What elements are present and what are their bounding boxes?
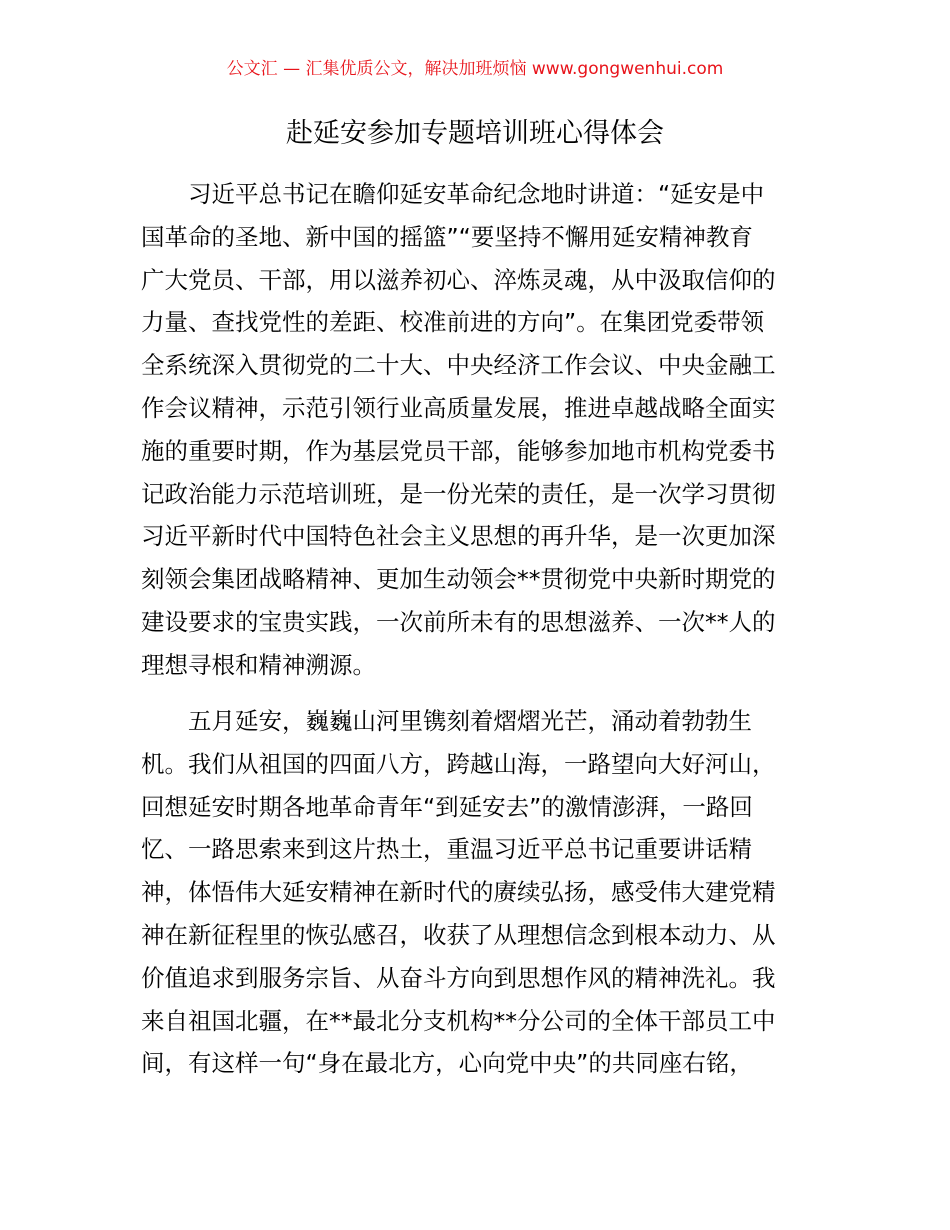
paragraph-line: 忆、一路思索来到这片热土，重温习近平总书记重要讲话精 (141, 835, 752, 864)
paragraph-line: 全系统深入贯彻党的二十大、中央经济工作会议、中央金融工 (141, 351, 776, 380)
paragraph-line: 回想延安时期各地革命青年“到延安去”的激情澎湃，一路回 (141, 792, 753, 821)
paragraph-2 (141, 700, 821, 1085)
paragraph-line: 施的重要时期，作为基层党员干部，能够参加地市机构党委书 (141, 436, 776, 465)
paragraph-line: 习近平新时代中国特色社会主义思想的再升华，是一次更加深 (141, 522, 776, 551)
paragraph-line: 作会议精神，示范引领行业高质量发展，推进卓越战略全面实 (141, 393, 776, 422)
paragraph-line: 刻领会集团战略精神、更加生动领会**贯彻党中央新时期党的 (141, 565, 776, 594)
paragraph-line: 广大党员、干部，用以滋养初心、淬炼灵魂，从中汲取信仰的 (141, 265, 776, 294)
document-title: 赴延安参加专题培训班心得体会 (286, 118, 664, 149)
paragraph-line: 习近平总书记在瞻仰延安革命纪念地时讲道：“延安是中 (141, 180, 765, 208)
paragraph-line: 记政治能力示范培训班，是一份光荣的责任，是一次学习贯彻 (141, 479, 776, 508)
paragraph-line: 价值追求到服务宗旨、从奋斗方向到思想作风的精神洗礼。我 (141, 963, 776, 992)
paragraph-line: 神在新征程里的恢弘感召，收获了从理想信念到根本动力、从 (141, 920, 776, 949)
paragraph-line: 国革命的圣地、新中国的摇篮”“要坚持不懈用延安精神教育 (141, 222, 753, 251)
paragraph-line: 建设要求的宝贵实践，一次前所未有的思想滋养、一次**人的 (141, 607, 776, 636)
paragraph-1 (141, 173, 821, 687)
paragraph-line: 机。我们从祖国的四面八方，跨越山海，一路望向大好河山， (141, 749, 776, 778)
paragraph-line: 力量、查找党性的差距、校准前进的方向”。在集团党委带领 (141, 308, 765, 337)
paragraph-line: 来自祖国北疆，在**最北分支机构**分公司的全体干部员工中 (141, 1006, 776, 1035)
header-banner[interactable]: 公文汇 — 汇集优质公文，解决加班烦恼 www.gongwenhui.com (226, 59, 724, 79)
paragraph-line: 神，体悟伟大延安精神在新时代的赓续弘扬，感受伟大建党精 (141, 878, 776, 907)
paragraph-line: 五月延安，巍巍山河里镌刻着熠熠光芒，涌动着勃勃生 (141, 707, 752, 735)
paragraph-line: 理想寻根和精神溯源。 (141, 650, 376, 679)
paragraph-line: 间，有这样一句“身在最北方，心向党中央”的共同座右铭， (141, 1049, 753, 1078)
